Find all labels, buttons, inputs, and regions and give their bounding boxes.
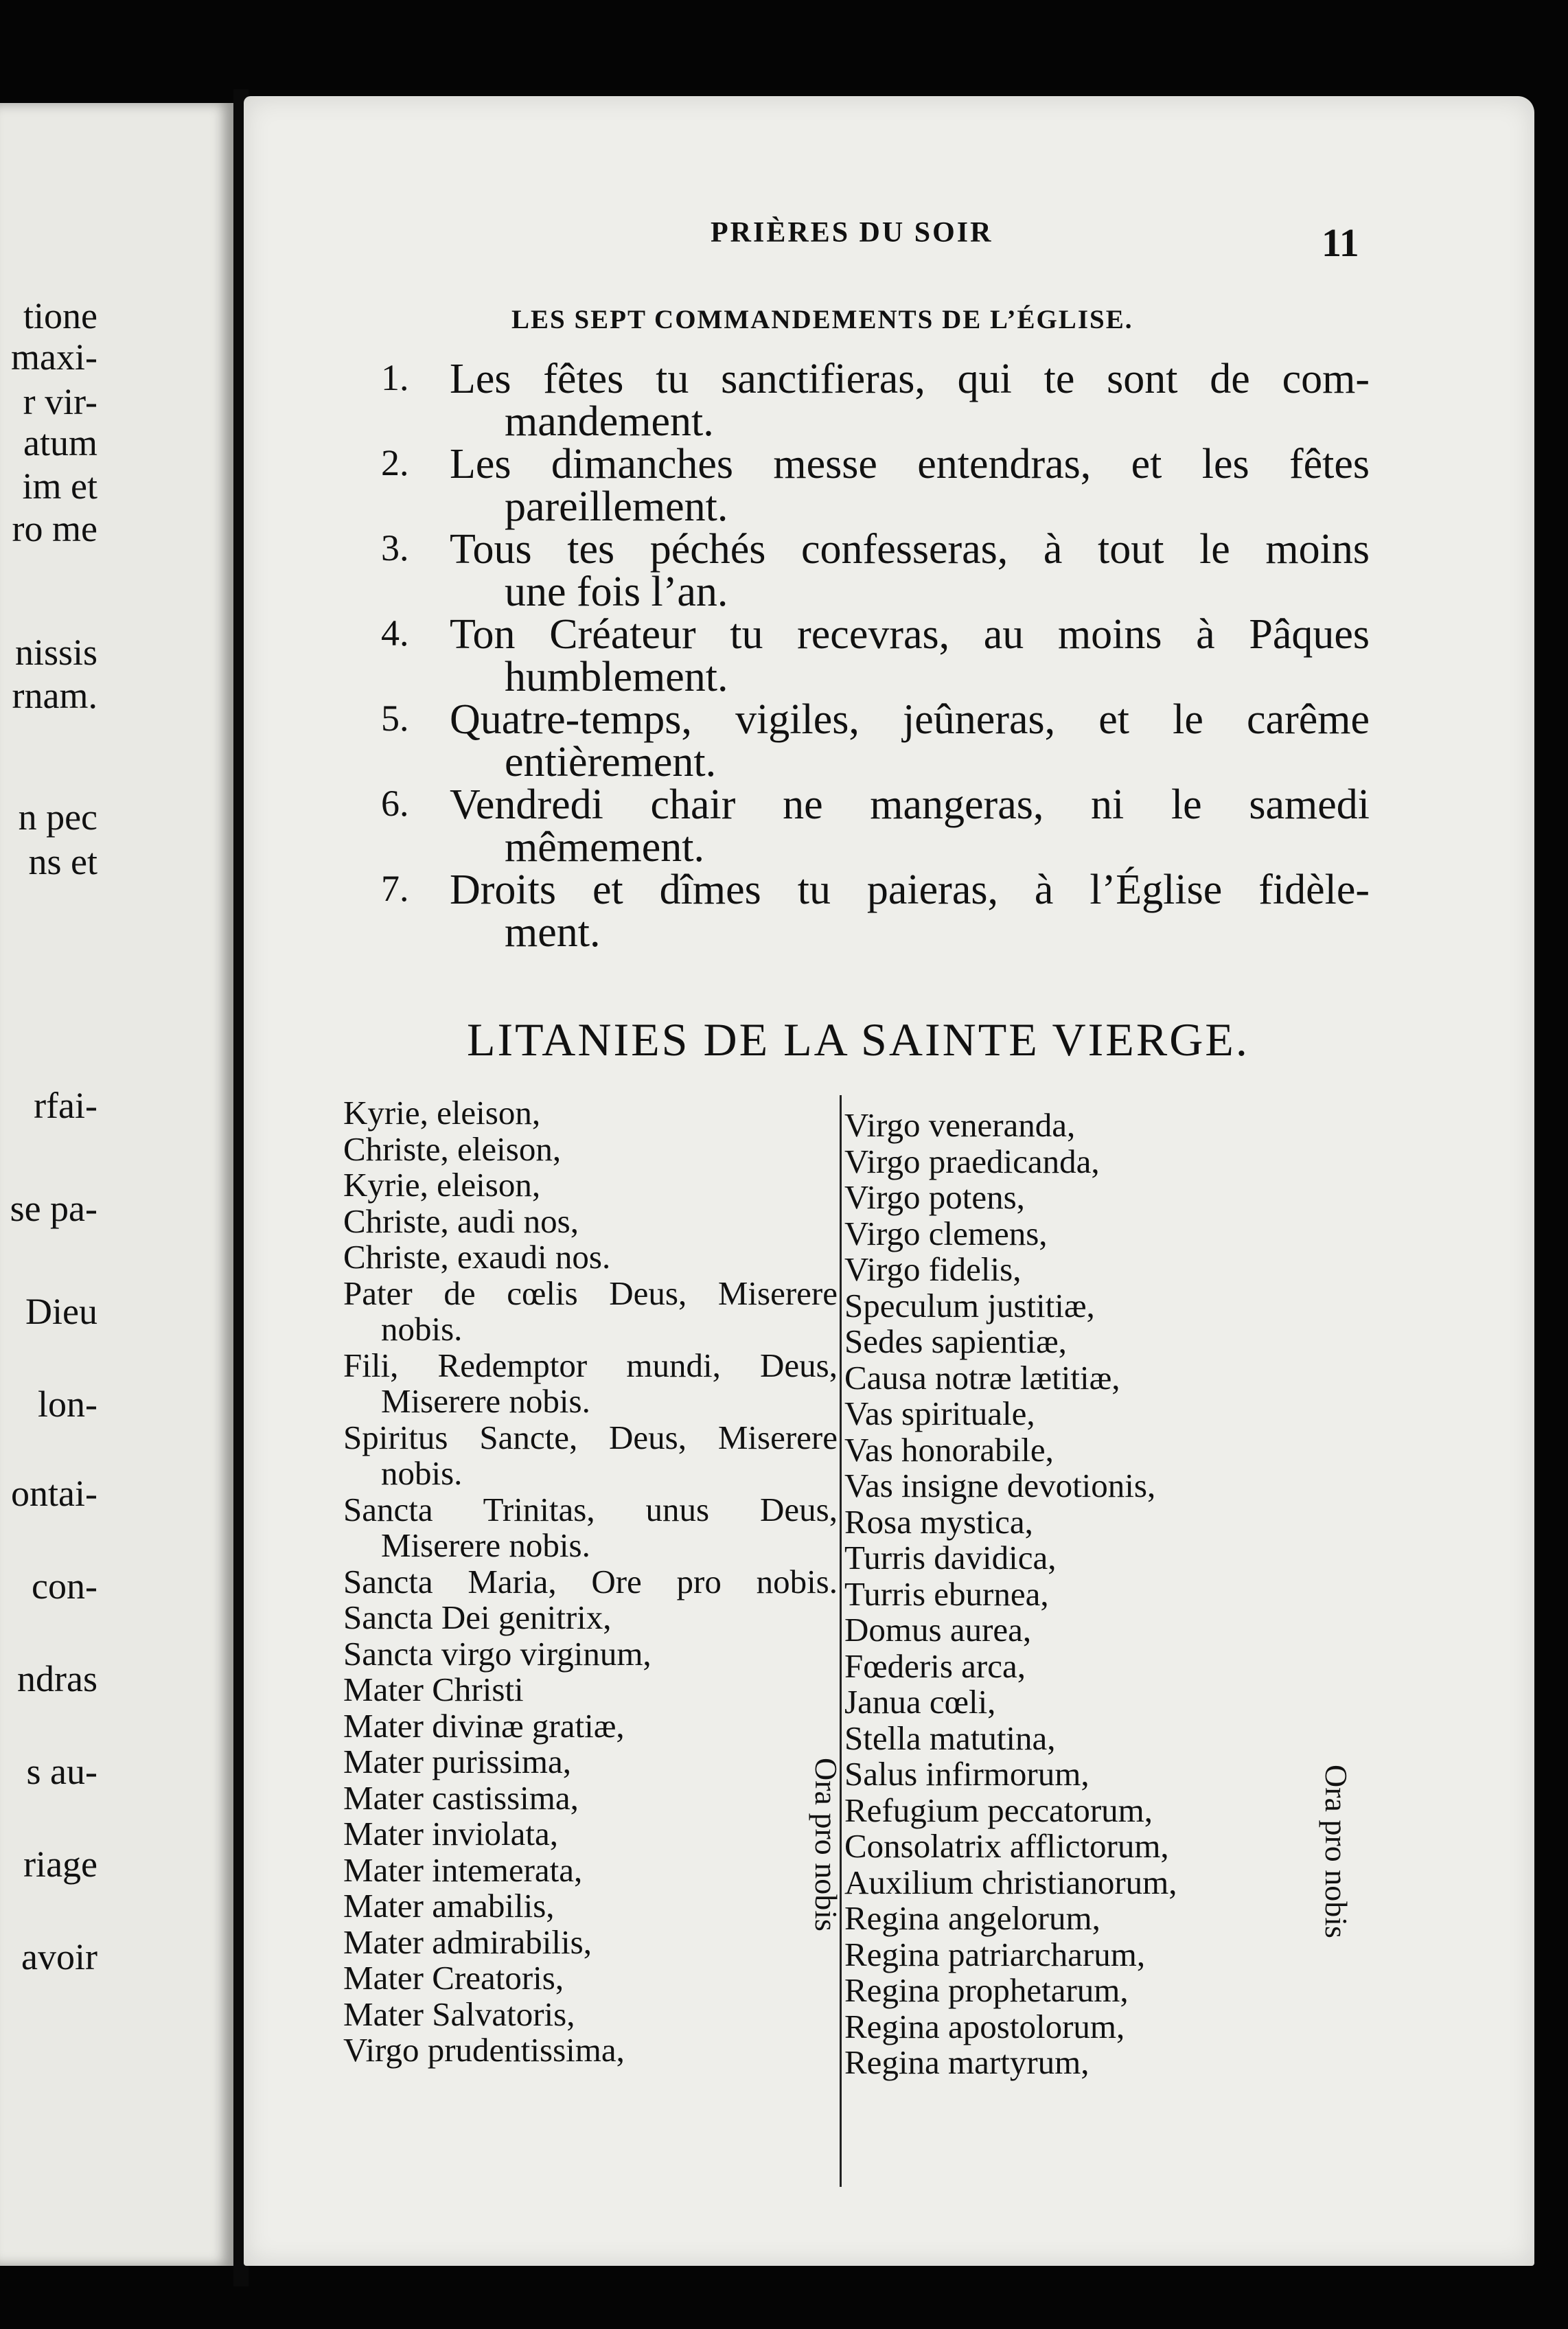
commandment-line: Ton Créateur tu recevras, au moins à Pâques (450, 611, 1370, 658)
commandment-item (381, 867, 1370, 956)
commandment-number: 4. (381, 612, 409, 654)
commandment-line: Tous tes péchés confesseras, à tout le moins (450, 526, 1370, 573)
commandment-continuation: pareillement. (505, 483, 728, 530)
litany-invocation: Virgo fidelis, (844, 1250, 1022, 1288)
litany-invocation: Kyrie, eleison, (343, 1094, 541, 1132)
litany-invocation: Salus infirmorum, (844, 1755, 1089, 1793)
litany-invocation: Virgo veneranda, (844, 1106, 1076, 1144)
commandment-number: 1. (381, 357, 409, 398)
left-page-line: r vir- (23, 381, 97, 422)
litany-invocation: Mater Creatoris, (343, 1959, 564, 1997)
litany-invocation (343, 1564, 920, 1601)
left-page-line: riage (23, 1844, 97, 1885)
litany-invocation: Regina martyrum, (844, 2043, 1089, 2081)
litany-invocation: Miserere nobis. (381, 1526, 590, 1564)
commandment-item (381, 612, 1370, 698)
litany-invocation: Consolatrix afflictorum, (844, 1827, 1169, 1865)
commandment-continuation: une fois l’an. (505, 569, 728, 615)
left-page-line: Dieu (25, 1291, 97, 1332)
commandment-item (381, 781, 1370, 871)
response-right: Ora pro nobis (1319, 1765, 1354, 1938)
litany-invocation (343, 1492, 920, 1528)
litany-invocation-text: Spiritus Sancte, Deus, Miserere (343, 1418, 838, 1456)
response-middle: Ora pro nobis (809, 1758, 844, 1931)
commandment-item (381, 356, 1370, 445)
left-page-line: ns et (28, 841, 97, 882)
litany-invocation: Virgo clemens, (844, 1214, 1048, 1252)
commandment-continuation: humblement. (505, 654, 728, 700)
litany-invocation-text: Pater de cœlis Deus, Miserere (343, 1274, 838, 1312)
litany-invocation: Regina angelorum, (844, 1899, 1100, 1937)
left-page-line: lon- (38, 1384, 97, 1425)
litany-invocation: nobis. (381, 1310, 463, 1348)
litany-invocation: Stella matutina, (844, 1719, 1056, 1757)
commandment-number: 6. (381, 783, 409, 824)
litany-invocation: Regina patriarcharum, (844, 1935, 1146, 1973)
litany-invocation (343, 1420, 920, 1456)
litany-invocation: Kyrie, eleison, (343, 1166, 541, 1204)
litany-invocation: Refugium peccatorum, (844, 1791, 1153, 1829)
left-page-line: im et (22, 466, 97, 507)
left-page-text (0, 103, 233, 2266)
litany-invocation-text: Fili, Redemptor mundi, Deus, (343, 1346, 838, 1384)
litany-invocation (343, 1348, 920, 1384)
commandment-item (381, 441, 1370, 530)
left-page-line: ndras (17, 1658, 97, 1699)
litany-invocation: Vas insigne devotionis, (844, 1467, 1156, 1504)
litany-invocation: Mater inviolata, (343, 1815, 558, 1852)
litany-invocation: Mater purissima, (343, 1743, 572, 1780)
litany-invocation: Regina prophetarum, (844, 1971, 1129, 2009)
left-page-line: s au- (26, 1751, 97, 1792)
litany-invocation: Auxilium christianorum, (844, 1863, 1177, 1901)
commandment-item (381, 526, 1370, 615)
commandment-line: Les dimanches messe entendras, et les fêtes (450, 441, 1370, 487)
commandment-line: Quatre-temps, vigiles, jeûneras, et le carême (450, 696, 1370, 743)
commandment-line: Vendredi chair ne mangeras, ni le samedi (450, 781, 1370, 828)
litany-invocation: Christe, eleison, (343, 1129, 562, 1168)
commandment-number: 5. (381, 698, 409, 739)
litany-invocation: Causa notræ lætitiæ, (844, 1358, 1120, 1397)
commandment-continuation: ment. (505, 909, 601, 956)
litany-invocation: Regina apostolorum, (844, 2007, 1125, 2045)
left-page-line: ro me (12, 508, 97, 549)
commandments-title: LES SEPT COMMANDEMENTS DE L’ÉGLISE. (511, 305, 1133, 334)
litany-invocation: Christe, exaudi nos. (343, 1238, 611, 1276)
commandment-number: 2. (381, 442, 409, 483)
litany-invocation: Mater Salvatoris, (343, 1995, 575, 2033)
litany-invocation-text: Sancta Trinitas, unus Deus, (343, 1490, 838, 1528)
left-page-line: maxi- (11, 336, 97, 378)
column-rule (840, 1095, 842, 2187)
litany-invocation: Speculum justitiæ, (844, 1286, 1095, 1324)
commandment-continuation: entièrement. (505, 739, 717, 785)
left-page-line: avoir (21, 1936, 97, 1977)
running-title: PRIÈRES DU SOIR (711, 217, 993, 249)
litany-invocation: Mater amabilis, (343, 1887, 555, 1925)
litany-invocation: Mater divinæ gratiæ, (343, 1706, 625, 1745)
litany-invocation: Vas spirituale, (844, 1395, 1035, 1432)
litany-invocation: Virgo praedicanda, (844, 1142, 1100, 1180)
page-number: 11 (1322, 220, 1359, 265)
commandment-continuation: mandement. (505, 398, 714, 445)
litany-invocation: Rosa mystica, (844, 1502, 1033, 1541)
left-page-line: nissis (14, 632, 97, 673)
commandment-item (381, 698, 1370, 783)
commandment-line: Les fêtes tu sanctifieras, qui te sont de com- (450, 356, 1370, 402)
right-page (244, 96, 1534, 2266)
litany-invocation: Mater intemerata, (343, 1850, 583, 1889)
commandment-line: Droits et dîmes tu paieras, à l’Église fidèle- (450, 867, 1370, 913)
commandments-list (381, 356, 1370, 956)
litany-invocation: Fœderis arca, (844, 1647, 1026, 1685)
litany-invocation: Sancta virgo virginum, (343, 1634, 652, 1673)
litany-invocation: Sedes sapientiæ, (844, 1322, 1067, 1360)
commandment-continuation: mêmement. (505, 824, 704, 871)
litany-invocation: Vas honorabile, (844, 1430, 1054, 1469)
left-page-line: atum (23, 422, 97, 463)
left-page-line: rnam. (12, 675, 97, 716)
litany-invocation: Sancta Dei genitrix, (343, 1598, 612, 1636)
commandment-number: 3. (381, 527, 409, 569)
left-page (0, 103, 233, 2266)
litany-invocation: Janua cœli, (844, 1683, 996, 1721)
litany-invocation: Mater admirabilis, (343, 1923, 592, 1961)
left-page-line: tione (23, 295, 97, 336)
litany-invocation: nobis. (381, 1454, 463, 1492)
left-page-line: con- (32, 1565, 97, 1607)
litany-invocation: Mater castissima, (343, 1778, 579, 1817)
litanies-title: LITANIES DE LA SAINTE VIERGE. (467, 1013, 1249, 1066)
left-page-line: ontai- (11, 1473, 97, 1514)
litany-invocation: Christe, audi nos, (343, 1202, 579, 1240)
litany-invocation: Mater Christi (343, 1671, 524, 1708)
left-page-line: se pa- (10, 1188, 97, 1229)
left-page-line: rfai- (34, 1085, 97, 1126)
litany-invocation: Virgo prudentissima, (343, 2031, 625, 2069)
litany-invocation: Miserere nobis. (381, 1382, 590, 1420)
litany-invocation: Turris davidica, (844, 1539, 1057, 1576)
left-page-line: n pec (18, 796, 97, 838)
commandment-number: 7. (381, 868, 409, 909)
litany-right-column (844, 1108, 1394, 2081)
litany-invocation: Domus aurea, (844, 1611, 1032, 1649)
litany-invocation: Virgo potens, (844, 1178, 1025, 1216)
litany-invocation-text: Sancta Maria, Ore pro nobis. (343, 1562, 838, 1601)
litany-invocation (343, 1276, 920, 1312)
litany-invocation: Turris eburnea, (844, 1574, 1049, 1613)
